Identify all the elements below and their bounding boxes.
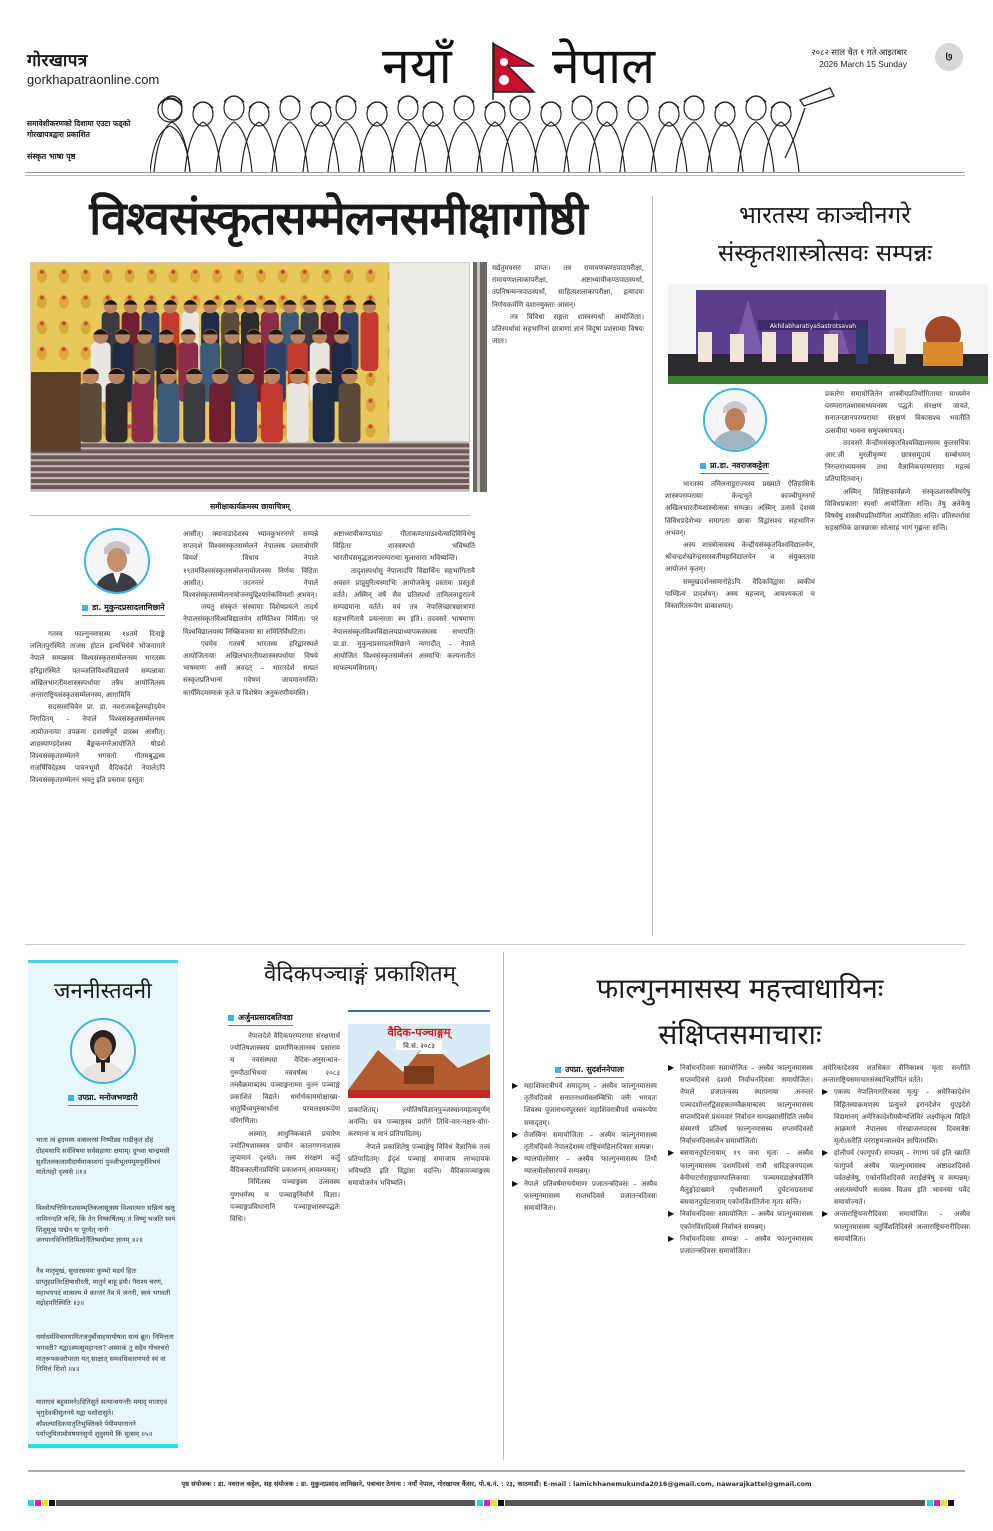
panchang-year: वि.सं. २०८३ [403,1042,435,1050]
crowd-figure-body [763,122,799,172]
caption-divider [30,515,470,516]
crowd-figure-body [589,122,625,172]
panchang-title: वैदिक-पञ्चाङ्गम् [387,1026,451,1039]
poem-stanza-4: धर्माधर्मविचारयायितजनुर्बोधाहयायोषता सत्यं ब्रूत। निमित्तता भगवती? यद्वाऽस्मत्सुमहानता? अस्माकं तु सदैव गोचरचरो मातृरूपकवरोपरता यत् साक्षात् समवधिकारणपरो स्वं वा निमित्तं शिशो ॥४॥ [36,1333,174,1374]
paragraph: आसीत्। क्यानाडादेशस्य भ्यानकुभरनगरे सम्पन्ने सप्तदशे विश्वसंस्कृतसम्मेलने नेपालस्य प्रस्तावोपरि विमर्शं विधाय नेपाले १९तमविश्वसंस्कृतसम्मेलनायोजनस्य निर्णयः विहितः आसीत्। तदनन्तरं नेपाले विश्वसंस्कृतसम्मेलनायोजनमुद्दिश्यानेकविमर्शाः अभवन्। [183,530,318,600]
paragraph: भारतस्य तमिलनाडुराज्यस्य प्रख्याते ऐतिहासिके शास्त्रपरम्परायाः केन्द्रभूते काञ्चीपुरनगरे अखिलभारतीयशास्त्रोत्सवः सम्पन्नः। अस्मिन् उत्सवे देशस्य विविधप्रदेशेभ्यः समागताः छात्राः विद्वांसश्च सहभागिनः अभवन्। [665,480,815,537]
person-portrait-icon [86,530,148,592]
section-label: संस्कृत भाषा पृष्ठ [27,152,76,161]
phalguna-headline [505,966,975,1058]
paragraph: अस्मात् आधुनिककाले प्रचारेण ज्योतिषशास्त्रस्य प्राचीनं कालगणनाशास्त्रं लुप्यमानं दृश्यते। तस्य संरक्षणं कर्तुं वैदिककालीनप्रविधिः प्रकाशनम् आवश्यकम्। [230,1129,340,1175]
paragraph: नेपाले प्रकाशितेषु पञ्चाङ्गेषु विविधं वैज्ञानिकं तत्त्वं प्रतिपादितम्। ईदृशं पञ्चाङ्गं समाजाय लाभदायकं भविष्यति इति विद्वांसः वदन्ति। वैदिकपञ्चाङ्गस्य समायोजनेन भविष्यति। [348,1142,490,1188]
lead-column-4 [492,262,644,916]
vedic-panchang-headline: वैदिकपञ्चाङ्गं प्रकाशितम् [264,962,456,987]
panchang-cover-image [348,1010,490,1098]
poem-stanza-1: भाता त्वं हृदयस्य वत्सलरसं निष्पीड्य गाढीकृतं दोहं दोहमथापि सर्वविषया सर्वसहायाः क्षमाम्। दुग्ध्वा चान्द्रमसी सुशीतलकलामौदार्यमाकाशगां पुञ्जीभूतममूमपूर्वविभवं मातेत्यहो दृश्यसे ॥१॥ [36,1136,170,1177]
crowd-figure-body [272,122,308,172]
photo-person [106,383,128,442]
registration-chip [477,1500,483,1506]
registration-chip [35,1500,41,1506]
news-item: ▶ नेपाले प्रतिवर्षमाचर्यमाणः प्रजातन्त्रदिवसः – अस्यैव फाल्गुनमासस्य सप्तमदिवसे प्रजातन्त्रदिवसः समायोजितः। [512,1178,657,1215]
registration-chip [28,1500,34,1506]
registration-chip [42,1500,48,1506]
title-word-1: नयाँ [382,37,452,95]
crowd-figure-body [154,122,190,172]
poem-stanza-2: विश्वोत्पत्तिविनाशसम्भृतिकलासूत्रस्य विश्वात्मनः सन्नित्यं खलु नामिनन्दति कथि, किं तेन निष्कर्षितम्। तं विष्णुं भजति स्वयं शिशुमुखं पाद्मेन यः पूरयेत् नानो जनयानविनिर्गतिमिशोर्नैतिष्वयोम्या ज्ञानम् ॥२॥ [36,1204,176,1245]
person-portrait-icon [72,1020,134,1082]
photo-person [261,383,283,442]
section-divider [25,944,965,945]
photo-person [235,383,257,442]
photo-person [157,383,179,442]
news-item: ▶ बसयानदुर्घटनायाम् १९ जना मृताः – अस्यैव फाल्गुनमासस्य दशमदिवसे रात्रौ धादिङ्जनपदस्य बेनीघाटरोराङ्गग्रामपालिकायाः पञ्चमवडाक्षेत्रवर्तिनि मैलुङ्गोदाख्याने पृथ्वीराजमार्गे दुर्घटनाग्रस्तायां बसयानदुर्घटनायाम् एकोनविंशतिर्जना मृताः सन्ति। [668,1147,813,1208]
photo-caption: समीक्षाकार्यक्रमस्य छायाचित्रम् [210,502,290,511]
photo-person [360,312,378,371]
registration-chip [934,1500,940,1506]
registration-chip [491,1500,497,1506]
crowd-figure-body [676,122,712,172]
newspaper-title [382,36,655,96]
registration-chip [49,1500,55,1506]
paragraph: प्राकाशितम्। ज्योतिषविज्ञानपुञ्जस्थानमहत्वपूर्णम् अनन्ति। यत्र पञ्चाङ्गस्य प्रयोगे तिथि-वार-नक्षत्र-योग-करणानां च मानं प्रतिपादितम्। [348,1106,490,1139]
phalguna-column-3 [822,1062,970,1450]
registration-chip [498,1500,504,1506]
brand [27,48,159,87]
news-item: ▶ तेजस्विनः समायोजिताः – अस्यैव फाल्गुनमासस्य तृतीयदिवसे नेपालदेशस्य राष्ट्रियमहिलादिवसः सम्पन्नः। [512,1129,657,1153]
crowd-figure-body [216,122,252,172]
right-story-column-2 [825,388,970,916]
column-divider [503,952,504,1460]
headline-line-2: संक्षिप्तसमाचाराः [658,1018,822,1051]
crowd-figure-body [707,122,743,172]
registration-chip [941,1500,947,1506]
lead-headline: विश्वसंस्कृतसम्मेलनसमीक्षागोष्ठी [89,191,587,245]
paragraph: तदवसरे केन्द्रीयसंस्कृतविश्वविद्यालयस्य कुलसचिवः आर.जी मुरलीकृष्णः छात्रसमुदायं सम्बोधयन् निरन्तराध्ययनस्य तथा वैज्ञानिकपरम्परायाः महत्त्वं प्रतिपादितवान्। [825,438,970,484]
registration-bar [505,1500,925,1506]
photo-person [209,383,231,442]
paragraph: गतस्य फाल्गुनमासस्य १४तमे दिनाङ्के ललितपुरस्थिते ताजस होटल इत्यभिधेये भोजनागारे नेपाले सम्पन्नस्य विश्वसंस्कृतसम्मेलनस्य भारतस्य हरिद्वारस्थिते पतञ्जलिविश्वविद्यालये सम्पन्नायाः अखिलभारतीयशास्त्रस्पर्धायाः तत्रैव आयोजितस्य अन्ताराष्ट्रियसंस्कृतसम्मेलनस्य, आगामिनि [30,630,165,700]
photo-person [313,383,335,442]
byline-janani: उपप्रा. मनोजभण्डारी [68,1092,138,1106]
janani-title: जननीस्तवनी [54,979,152,1004]
author-avatar-manoj [70,1018,136,1084]
nepal-flag-icon [490,42,538,100]
dateline [811,46,907,70]
author-avatar-mukunda [84,528,150,594]
date-nepali: २०८२ साल चैत १ गते आइतबार [811,47,907,57]
byline-right-story: प्रा.डा. नवराजकट्टेलः [700,460,769,474]
paragraph: जयतु संस्कृतं संस्थायाः विशेषप्रयत्ने तादर्थं नेपालसंस्कृतविश्वविद्यालयेन समितिश्च निर्मिता। परं विश्वविद्यालयस्य निष्क्रियतया सा समितिर्विघटिता। [183,603,318,636]
paragraph: सम्मुखदर्शनसमारोहेऽपि वैदिकविद्वांसः स्वकीयं पाण्डित्यं प्रादर्शयन्। अस्य महत्त्वम्, आवश्यकतां च विस्तारितरूपेण प्राकाशयत्। [665,577,815,611]
news-item: ▶ एकस्य नेपालिनागरिकस्य मृत्युः – अमेरिकादेशेन विहितस्याक्रमणस्य प्रत्युत्तरे इरानदेशेन युएइदेशे विद्यमानम् अमेरिकादेशीयसैन्यशिविरं लक्ष्यीकृत्य विहिते आक्रमणे नेपालस्य गोरखाजनपदस्य दिवसत्रेष्ठः मृतोऽस्तीति परराष्ट्रमन्त्रालयेन ज्ञापितमस्ति। [822,1086,970,1147]
page-number-badge: ७ [935,43,963,71]
paragraph: अस्य शास्त्रोत्सवस्य केन्द्रीयसंस्कृतविश्वविद्यालयेन, श्रीचन्द्रशेखरेन्द्रसरस्वतीमहाविद्यालयेन च संयुक्ततया आयोजनं कृतम्। [665,541,815,574]
title-word-2: नेपाल [552,37,655,95]
vedic-column-1 [230,1030,340,1450]
poem-stanza-5: माताएवं बहुवामनेऽदितिसुते सत्यान्धयन्तीः ममाद् माताएवं भृगुदेवकीसुतनये यद्वा यशोदासुते। कौशल्यादिकयातृतिभुक्तिकरे पेयीमयानानने पर्याप्तुयितामोयषयनसुनो शुवुस्यमे किं सुत्सम् ॥५॥ [36,1398,167,1439]
crowd-figure-body [446,122,482,172]
registration-chip [484,1500,490,1506]
brand-name: गोरखापत्र [27,51,88,71]
news-item: ▶ ग्यालपोलोसार – अस्यैव फाल्गुनमासस्य तिथौ ग्यालपोलोसारपर्व सम्पन्नम्। [512,1153,657,1177]
page-credits: पृष्ठ संयोजक : डा. नवराज कट्टेल, सह संयोजक : डा. मुकुन्दप्रसाद लामिछाने, पत्राचार ठेगाना : नयाँ नेपाल, गोरखापत्र कैंसर, पो.ब.नं. : २३, काठमाडौं। E-mail : lamichhanemukunda2016@gmail.com, nawarajkattel@gmail.com [181,1480,812,1488]
crowd-figure-body [564,122,600,172]
photo-person [132,383,154,442]
paragraph: सदस्यसचिवेन प्रा. डा. नवराजकट्टेलमहोदयेन निगदितम् – नेपाले विश्वसंस्कृतसम्मेलनस्य आयोजनायाः उपक्रमः दशवर्षपूर्वं प्रारब्ध आसीत्। शाहस्याण्डदेशस्य बैङ्ककनगरेआयोजिते षोडशे विश्वसंस्कृतसम्मेलने भगवतो गौतमबुद्धस्य राजर्षिविदेहस्य पावनभूमौ वैदिकदेशे नेपालेऽपि विश्वसंस्कृतसम्मेलनं भवतु इति प्रस्तावः प्रस्तुतः [30,703,165,785]
phalguna-column-2 [668,1062,813,1450]
phalguna-column-1 [512,1080,657,1450]
paragraph: तादृशस्पर्धासु नेपालादपि विद्यार्थिनः सहभागितायै अवसरं प्राप्नुयुरित्यस्माभिः आयोजकेषु प्रस्तावः प्रस्तुतो वर्तते। अस्मिन् वर्षे सैव प्रतिस्पर्धा तामिलनाडुराज्ये सम्पद्यमाना वर्तते। वयं तत्र नेपालिच्छात्रछात्राणां सहभागितायै प्रयत्नरताः स्म इति। तदवसरे भाषमाणः नेपालसंस्कृतविश्वविद्यालयप्राध्यापकसंघस्य सभापतिः प्रा.डा. मुकुन्दप्रसादलामिछाने न्यगादीत् – नेपाले आयोजितं विश्वसंस्कृतसम्मेलनं अस्माभिः कल्पनातीतं साफल्यमधिगतम्। [333,566,475,673]
column-divider [652,196,653,936]
right-story-column-1 [665,478,815,916]
banner-text: AkhilabharatiyaSastrotsavah [769,323,857,330]
byline-phalguna: उपप्रा. सुदर्शननेपालः [555,1064,624,1078]
news-item: ▶ होलीपर्व (फागुपर्व) सम्पन्नम् – रंगाणां पर्व इति ख्यातिं फागुपर्व अस्यैव फाल्गुनमासस्य अष्टादशदिवसे पर्वतक्षेत्रेषु, एकोनविंशदिवसे तराईक्षेत्रेषु च सम्पन्नम्। असत्यस्योपरि सत्यस्य विजय इति भावनया पर्वेदं समायोज्यते। [822,1147,970,1208]
paragraph: अष्टाध्यायीकण्ठपाठः गीताकण्ठपाठश्चेत्यादिविविधेषु विहिताः शास्त्रस्पर्धाः भविष्यति भारतीयसमृद्धज्ञानपरम्परायाः मूलाधाराः भविष्यन्ति। [333,530,475,563]
registration-chip [927,1500,933,1506]
lead-column-3 [333,528,475,916]
vedic-column-2 [348,1104,490,1450]
paragraph: नेपालदेशे वैदिकपरम्परायाः संरक्षणार्थं ज्योतिषशास्त्रस्य प्रामाणिकज्ञानस्य प्रसाराय च नवसंस्थया वैदिक-अनुसन्धान-गुरुपीठाभिधया नववर्षस्य २०८३ तमवैक्रमाब्दस्य पञ्चाङ्गनाम्ना नूतनं पञ्चाङ्गं प्रकाशितं विद्यते। धर्मार्थकाममोक्षाख्य-चातुर्विध्यपुरुषार्थानां परमलक्ष्यरूपेण परिगणिता। [230,1032,340,1126]
festival-stage-photo [668,284,988,384]
crowd-figure-body [533,122,569,172]
news-item: अमेरिकादेशस्य शतधिकाः सैनिकाश्च मृताः सन्तीति अन्ताराष्ट्रियसमाचारसंस्थाभिर्ज्ञापितं वर्तते। [822,1064,970,1085]
paragraph: अस्मिन् विशिष्टकार्यक्रमे संस्कृतशास्त्रविषयेषु विविधप्रकाराः स्पर्धाः आयोजिताः सन्ति। तेषु अनेकेषु विषयेषु शास्त्रीयप्रतियोगिता आयोजिताः सन्ति। प्रतिस्पर्धायां सहस्राधिकं छात्रछात्राः सोत्साहं भागं गृह्णन्तः सन्ति। [825,487,970,533]
crowd-figure-body [477,122,513,172]
paragraph: प्रकारेण समायोजितेन शास्त्रीयप्रतियोगितायाः माध्यमेन परम्परागतशास्त्राध्ययनस्य पद्धतेः संरक्षणं जायते, सनातनज्ञानपरम्परायाः संरक्षणं विकासश्च भवतीति उत्सवीया भावना समुपस्थापयत्। [825,390,970,435]
lead-column-1 [30,628,165,916]
brand-url[interactable]: gorkhapatraonline.com [27,72,160,87]
crowd-figure-body [620,122,656,172]
paragraph: तत्र विविधा सङ्गता शास्त्रस्पर्धाः आयोजिताः। प्रतिस्पर्धायां सहभागिनां छात्राणां ज्ञानं विदुषां प्रशंसायाः विषयः जातः। [492,312,644,346]
headline-line-1: फाल्गुनमासस्य महत्त्वाधायिनः [596,972,884,1005]
right-story-headline [660,196,990,272]
author-avatar-navaraj [703,388,767,452]
photo-person [339,383,361,442]
registration-chip [948,1500,954,1506]
crowd-figure-body [390,122,426,172]
group-photo [30,262,470,492]
paragraph: निर्मितस्य पञ्चाङ्गस्य उत्सवस्य गुणधर्मस्य च पञ्चाङ्गनिर्माणे विज्ञाः। पञ्चाङ्गप्रविधानानि पञ्चाङ्गशास्त्रपद्धतेः विधिः। [230,1178,340,1224]
crowd-figure-body [651,122,687,172]
photo-person [80,383,102,442]
photo-person [287,383,309,442]
tagline: समावेशीकरणको दिशामा एउटा फड्को गोरखापत्रद्वारा प्रकाशित [27,119,131,139]
poem-stanza-3: नैव मातृमुखं, सुधारसमयः कुम्भो मदर्थं हितः प्राप्तुहप्रतिरक्षिषाधीरती, मातुर्न बाहू इमौ। नैराश्य चरणं, महाभयपदं वात्सल्य मे कान्तरं नैव मे जननी, स्वयं भगवती मद्रोहपरिस्थिति ॥३॥ [36,1267,171,1308]
news-item: ▶ महाशिवरात्रीपर्व समादृतम् – अस्यैव फाल्गुनमासस्य तृतीयदिवसे सनातनधर्मावलम्बिभिः जनैः भगवतः शिवस्य पूजाराधनपुरस्सरं महाशिवरात्रीपर्व धन्यरूपेण समादृतम्। [512,1080,657,1129]
masthead-divider [25,172,965,176]
crowd-figure-body [738,122,774,172]
news-item: ▶ अन्ताराष्ट्रियनारीदिवसः समायोजितः – अस्यैव फाल्गुनमासस्य चतुर्विंशतिदिवसे अन्ताराष्ट्रियनारीदिवसः समायोजितः। [822,1208,970,1245]
photo-edge-strip [473,262,487,492]
crowd-figure-body [328,122,364,172]
byline-lead: डा. मुकुन्दप्रसादलामिछाने [82,602,165,616]
news-item: ▶ निर्वाचनदिवसः सम्पन्नः – अस्यैव फाल्गुनमासस्य प्रजातन्त्रदिवसः समायोजितः। [668,1233,813,1257]
crowd-figure-body [415,122,451,172]
photo-person [183,383,205,442]
paragraph: एवमेव गतवर्षे भारतस्य हरिद्वारस्थले आयोजितायाः अखिलभारतीयशास्त्रस्पर्धायाः विषये भाषमाणः असौ अवदत् – भारतदेशे सम्प्रतं संस्कृतप्रतिभानां गवेषणं जायमानमस्ति। कार्यमिदमस्माकं कृते च विशेषेण अनुकरणीयमस्ति। [183,639,318,697]
registration-bar [56,1500,475,1506]
crowd-figure-body [303,122,339,172]
person-portrait-icon [705,390,765,450]
paragraph: यद्येतुमवसरः प्राप्तः। तत्र रामायणकण्ठपाठपरीक्षा, रामायणशलाकापरीक्षा, अष्टाध्यायीकण्ठपाठस्पर्धा, उपनिषन्मन्त्रपाठस्पर्धा, साहित्यशलाकापरीक्षा, इत्यादयः निर्णयकर्मणि वशानयुक्ताः आसन्। [492,264,644,309]
lead-column-2 [183,528,318,916]
date-english: 2026 March 15 Sunday [819,59,907,69]
news-item: ▶ निर्वाचनदिवसः समायोजितः – अस्यैव फाल्गुनमासस्य सप्तमदिवसे दशमो निर्वाचनदिवसः समायोजितः। नेपाले प्रजातन्त्रस्य स्थापनाया अनन्तरं पञ्चदशोत्तरद्विसहस्रतमवैक्रमाब्दस्य फाल्गुनमासस्य सप्तमदिवसे प्रथमवारं निर्वाचनं सम्पन्नमासीदिति तस्यैव संस्मरणे प्रतिवर्षं फाल्गुनमासस्य सप्तमदिवसो निर्वाचनदिवसत्वेन समायोजितो। [668,1062,813,1147]
headline-line-1: भारतस्य काञ्चीनगरे [739,201,911,229]
news-item: ▶ निर्वाचनदिवसः समायोजितः – अस्यैव फाल्गुनमासस्य एकोनविंशदिवसे निर्वाचनं सम्पन्नम्। [668,1208,813,1232]
byline-vedic: अर्जुनप्रसादबतिवडा [228,1012,293,1026]
crowd-figure-body [359,122,395,172]
headline-line-2: संस्कृतशास्त्रोत्सवः सम्पन्नः [718,239,932,267]
crowd-figure-body [241,122,277,172]
crowd-figure-body [185,122,221,172]
footer-divider [28,1470,965,1472]
masthead [0,0,993,176]
crowd-figure-body [502,122,538,172]
